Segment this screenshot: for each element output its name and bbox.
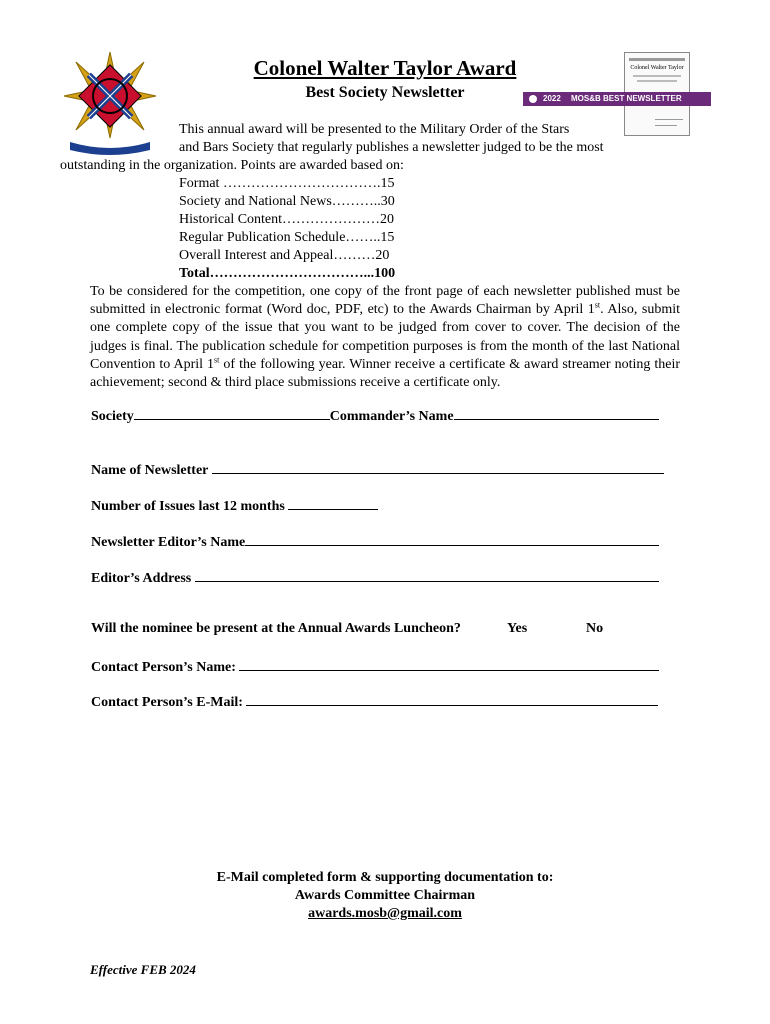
editor-name-input[interactable] bbox=[245, 532, 659, 546]
effective-date: Effective FEB 2024 bbox=[90, 962, 196, 977]
score-total: Total……………………………...100 bbox=[179, 266, 396, 281]
ribbon-text: MOS&B BEST NEWSLETTER bbox=[571, 94, 682, 103]
editor-name-label: Newsletter Editor’s Name bbox=[91, 535, 246, 550]
editor-address-field bbox=[91, 568, 659, 587]
issues-input[interactable] bbox=[288, 496, 378, 510]
intro-line-2: and Bars Society that regularly publishes a newsletter judged to be the most bbox=[179, 140, 604, 155]
contact-name-label: Contact Person’s Name: bbox=[91, 660, 236, 675]
newsletter-name-field bbox=[91, 460, 664, 479]
chairman-title: Awards Committee Chairman bbox=[294, 888, 476, 903]
score-historical: Historical Content…………………20 bbox=[179, 212, 395, 227]
score-interest: Overall Interest and Appeal………20 bbox=[179, 248, 390, 263]
logo-motto: DEO VINDICE bbox=[90, 140, 130, 146]
score-schedule: Regular Publication Schedule……..15 bbox=[179, 230, 395, 245]
newsletter-name-label: Name of Newsletter bbox=[91, 463, 209, 478]
editor-address-input[interactable] bbox=[195, 568, 659, 582]
page-subtitle: Best Society Newsletter bbox=[305, 84, 465, 101]
page-title: Colonel Walter Taylor Award bbox=[253, 56, 517, 80]
rules-sup-1: st bbox=[594, 300, 601, 310]
certificate-title: Colonel Walter Taylor bbox=[630, 65, 684, 71]
score-news: Society and National News………..30 bbox=[179, 194, 395, 209]
intro-line-3: outstanding in the organization. Points are awarded based on: bbox=[60, 158, 404, 173]
contact-email-input[interactable] bbox=[246, 692, 658, 706]
rules-sup-2: st bbox=[214, 355, 220, 365]
editor-name-field bbox=[91, 532, 659, 551]
commander-input[interactable] bbox=[454, 406, 659, 420]
rules-part-2: . Also, submit one complete copy of the issue that you want to be judged from cover to cover. The decision of the judges is final. The publication schedule for competition purposes is from the month of the last National Convention to April 1 bbox=[90, 302, 680, 372]
issues-field bbox=[91, 496, 378, 515]
newsletter-name-input[interactable] bbox=[212, 460, 664, 474]
awards-email-link[interactable]: awards.mosb@gmail.com bbox=[308, 906, 462, 921]
rules-paragraph bbox=[90, 283, 680, 392]
intro-line-1: This annual award will be presented to the Military Order of the Stars bbox=[179, 122, 570, 137]
contact-email-field bbox=[91, 692, 658, 711]
rules-part-3: of the following year. Winner receive a certificate & award streamer noting their achievement; second & third place submissions receive a certificate only. bbox=[90, 356, 681, 391]
commander-label: Commander’s Name bbox=[329, 409, 454, 424]
society-input[interactable] bbox=[134, 406, 330, 420]
issues-label: Number of Issues last 12 months bbox=[91, 499, 285, 514]
yes-option[interactable]: Yes bbox=[507, 621, 528, 636]
no-option[interactable]: No bbox=[586, 621, 604, 636]
society-label: Society bbox=[91, 409, 134, 424]
ribbon-year: 2022 bbox=[543, 94, 561, 103]
luncheon-question: Will the nominee be present at the Annual Awards Luncheon? bbox=[91, 621, 461, 636]
contact-email-label: Contact Person’s E-Mail: bbox=[91, 695, 243, 710]
rules-part-1: To be considered for the competition, one copy of the front page of each newsletter published must be submitted in electronic format (Word doc, PDF, etc) to the Awards Chairman by April 1 bbox=[90, 284, 680, 318]
score-format: Format …………………………….15 bbox=[179, 176, 395, 191]
society-field bbox=[91, 406, 659, 425]
contact-name-input[interactable] bbox=[239, 657, 659, 671]
contact-name-field bbox=[91, 657, 659, 676]
editor-address-label: Editor’s Address bbox=[91, 571, 192, 586]
submit-instructions: E-Mail completed form & supporting documentation to: bbox=[216, 870, 554, 885]
